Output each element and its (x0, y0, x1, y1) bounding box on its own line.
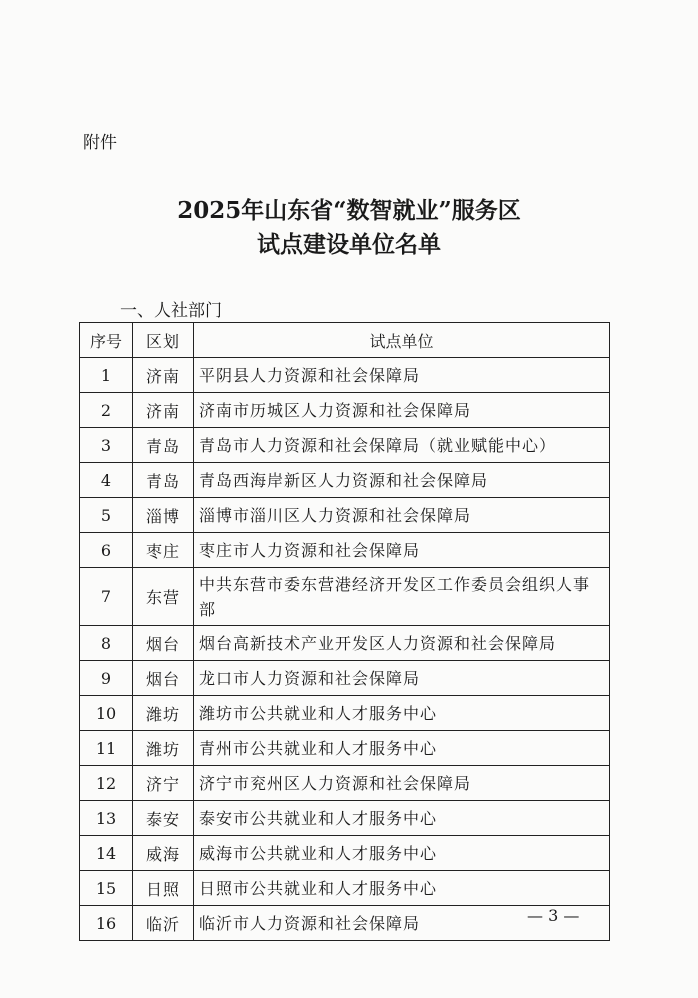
header-unit: 试点单位 (194, 323, 610, 358)
row-serial: 1 (80, 358, 133, 393)
row-unit: 日照市公共就业和人才服务中心 (194, 871, 610, 906)
row-unit: 中共东营市委东营港经济开发区工作委员会组织人事部 (194, 568, 610, 626)
header-serial: 序号 (80, 323, 133, 358)
section-heading: 一、人社部门 (120, 301, 222, 321)
row-unit: 青岛市人力资源和社会保障局（就业赋能中心） (194, 428, 610, 463)
table-row (80, 463, 610, 498)
row-region: 日照 (133, 871, 194, 906)
table-row (80, 498, 610, 533)
row-unit: 烟台高新技术产业开发区人力资源和社会保障局 (194, 626, 610, 661)
row-unit: 枣庄市人力资源和社会保障局 (194, 533, 610, 568)
table-row (80, 428, 610, 463)
attachment-label: 附件 (83, 133, 117, 153)
row-region: 济宁 (133, 766, 194, 801)
row-region: 青岛 (133, 428, 194, 463)
row-region: 淄博 (133, 498, 194, 533)
row-unit: 泰安市公共就业和人才服务中心 (194, 801, 610, 836)
row-serial: 16 (80, 906, 133, 941)
row-region: 烟台 (133, 626, 194, 661)
row-serial: 13 (80, 801, 133, 836)
table-row (80, 696, 610, 731)
row-serial: 5 (80, 498, 133, 533)
table-row (80, 393, 610, 428)
header-region: 区划 (133, 323, 194, 358)
table-row (80, 836, 610, 871)
page-number: — 3 — (527, 906, 580, 925)
row-region: 青岛 (133, 463, 194, 498)
row-region: 威海 (133, 836, 194, 871)
row-serial: 8 (80, 626, 133, 661)
table-row (80, 661, 610, 696)
table-row (80, 766, 610, 801)
pilot-units-table (79, 322, 610, 941)
row-unit: 济宁市兖州区人力资源和社会保障局 (194, 766, 610, 801)
row-unit: 青岛西海岸新区人力资源和社会保障局 (194, 463, 610, 498)
row-unit: 淄博市淄川区人力资源和社会保障局 (194, 498, 610, 533)
row-region: 潍坊 (133, 731, 194, 766)
row-unit: 龙口市人力资源和社会保障局 (194, 661, 610, 696)
row-serial: 2 (80, 393, 133, 428)
row-unit: 青州市公共就业和人才服务中心 (194, 731, 610, 766)
table-row (80, 626, 610, 661)
row-region: 济南 (133, 393, 194, 428)
table-row (80, 568, 610, 626)
row-serial: 15 (80, 871, 133, 906)
table-row (80, 533, 610, 568)
document-title-line1: 2025年山东省“数智就业”服务区 (177, 197, 521, 224)
row-serial: 7 (80, 568, 133, 626)
row-serial: 6 (80, 533, 133, 568)
row-serial: 12 (80, 766, 133, 801)
row-serial: 11 (80, 731, 133, 766)
row-region: 烟台 (133, 661, 194, 696)
table-row (80, 871, 610, 906)
row-unit: 潍坊市公共就业和人才服务中心 (194, 696, 610, 731)
table-row (80, 801, 610, 836)
row-region: 东营 (133, 568, 194, 626)
row-serial: 3 (80, 428, 133, 463)
table-header-row (80, 323, 610, 358)
table-row (80, 358, 610, 393)
row-region: 临沂 (133, 906, 194, 941)
row-region: 济南 (133, 358, 194, 393)
row-serial: 4 (80, 463, 133, 498)
row-unit: 济南市历城区人力资源和社会保障局 (194, 393, 610, 428)
row-region: 潍坊 (133, 696, 194, 731)
row-serial: 14 (80, 836, 133, 871)
row-region: 泰安 (133, 801, 194, 836)
row-region: 枣庄 (133, 533, 194, 568)
row-serial: 10 (80, 696, 133, 731)
row-unit: 临沂市人力资源和社会保障局 (194, 906, 610, 941)
row-unit: 平阴县人力资源和社会保障局 (194, 358, 610, 393)
row-serial: 9 (80, 661, 133, 696)
document-title-line2: 试点建设单位名单 (257, 231, 441, 258)
table-row (80, 731, 610, 766)
row-unit: 威海市公共就业和人才服务中心 (194, 836, 610, 871)
